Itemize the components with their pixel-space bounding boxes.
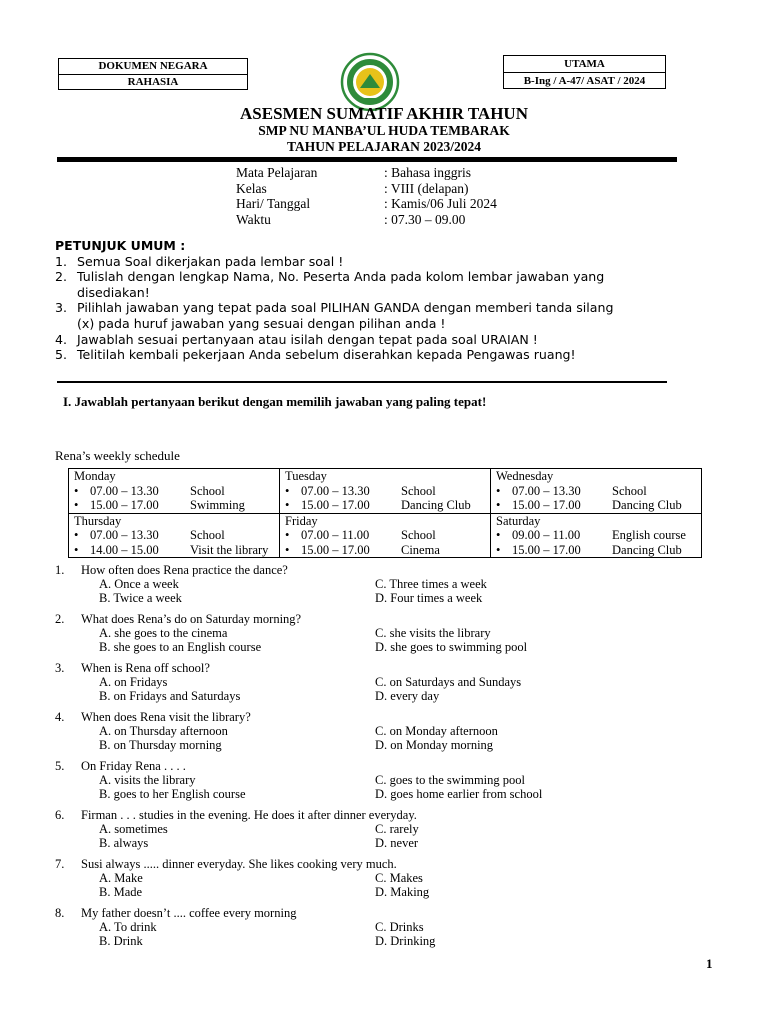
option-b[interactable]: B. Made — [99, 885, 143, 899]
question-number: 2. — [55, 612, 65, 626]
entry-time: 15.00 – 17.00 — [512, 498, 581, 512]
schedule-entry — [74, 498, 274, 513]
academic-year: TAHUN PELAJARAN 2023/2024 — [286, 139, 481, 154]
schedule-entry — [74, 484, 274, 499]
option-b[interactable]: B. she goes to an English course — [99, 640, 262, 654]
entry-time: 07.00 – 13.30 — [301, 483, 370, 498]
option-c[interactable]: C. on Monday afternoon — [375, 724, 498, 738]
section-divider — [57, 381, 667, 383]
bullet: • — [285, 483, 290, 498]
instruction-line: Semua Soal dikerjakan pada lembar soal ! — [77, 253, 344, 269]
schedule-cell-saturday — [491, 513, 702, 558]
schedule-entry — [74, 543, 274, 558]
instruction-number: 4. — [55, 331, 68, 347]
schedule-cell-wednesday — [491, 469, 702, 514]
question-text: What does Rena’s do on Saturday morning? — [81, 612, 302, 626]
info-row-subject — [236, 165, 497, 181]
question-number: 3. — [55, 661, 65, 675]
instruction-number: 1. — [55, 253, 68, 269]
question-number: 7. — [55, 857, 65, 871]
day-name: Thursday — [74, 513, 122, 528]
question-number: 4. — [55, 710, 65, 724]
question-item — [55, 759, 735, 801]
option-c[interactable]: C. rarely — [375, 822, 419, 836]
info-row-class — [236, 181, 497, 197]
option-b[interactable]: B. goes to her English course — [99, 787, 246, 801]
question-item — [55, 857, 735, 899]
option-c[interactable]: C. on Saturdays and Sundays — [375, 675, 522, 689]
entry-time: 07.00 – 11.00 — [301, 528, 370, 542]
exam-code: B-Ing / A-47/ ASAT / 2024 — [504, 72, 665, 89]
info-label: Hari/ Tanggal — [236, 196, 311, 211]
option-d[interactable]: D. goes home earlier from school — [375, 787, 543, 801]
option-a[interactable]: A. To drink — [99, 920, 157, 934]
option-b[interactable]: B. Drink — [99, 934, 143, 948]
option-a[interactable]: A. Once a week — [99, 577, 179, 591]
question-item — [55, 710, 735, 752]
question-item — [55, 661, 735, 703]
option-c[interactable]: C. she visits the library — [375, 626, 491, 640]
option-a[interactable]: A. Make — [99, 871, 143, 885]
entry-activity: Cinema — [401, 542, 440, 557]
instruction-line: disediakan! — [77, 284, 150, 300]
question-item — [55, 808, 735, 850]
entry-time: 15.00 – 17.00 — [512, 542, 581, 557]
question-item — [55, 612, 735, 654]
info-label: Mata Pelajaran — [236, 165, 318, 180]
school-name: SMP NU MANBA’UL HUDA TEMBARAK — [258, 123, 510, 138]
instruction-item — [55, 347, 720, 363]
schedule-entry — [496, 484, 696, 499]
instruction-line: Tulislah dengan lengkap Nama, No. Peserta Anda pada kolom lembar jawaban yang — [77, 269, 605, 285]
question-text: When does Rena visit the library? — [81, 710, 251, 724]
bullet: • — [74, 542, 79, 557]
info-value: : Bahasa inggris — [384, 165, 471, 180]
exam-code-box — [503, 55, 666, 89]
option-d[interactable]: D. Making — [375, 885, 430, 899]
entry-time: 07.00 – 13.30 — [90, 483, 159, 498]
bullet: • — [74, 528, 79, 542]
entry-time: 09.00 – 11.00 — [512, 528, 581, 542]
option-a[interactable]: A. sometimes — [99, 822, 168, 836]
schedule-entry — [285, 484, 485, 499]
instruction-item — [55, 332, 720, 348]
bullet: • — [74, 483, 79, 498]
option-c[interactable]: C. goes to the swimming pool — [375, 773, 525, 787]
bullet: • — [496, 542, 501, 557]
bullet: • — [496, 528, 501, 542]
entry-activity: Dancing Club — [612, 542, 682, 557]
option-c[interactable]: C. Three times a week — [375, 577, 487, 591]
exam-info — [236, 165, 497, 227]
entry-activity: Dancing Club — [401, 498, 471, 512]
entry-time: 07.00 – 13.30 — [512, 483, 581, 498]
classification-line-2: RAHASIA — [59, 74, 247, 90]
entry-activity: School — [190, 483, 225, 498]
option-a[interactable]: A. on Fridays — [99, 675, 168, 689]
option-a[interactable]: A. she goes to the cinema — [99, 626, 228, 640]
option-b[interactable]: B. on Fridays and Saturdays — [99, 689, 241, 703]
option-c[interactable]: C. Drinks — [375, 920, 424, 934]
schedule-cell-friday — [280, 513, 491, 558]
schedule-row — [69, 469, 702, 514]
schedule-entry — [285, 543, 485, 558]
day-name: Friday — [285, 513, 318, 528]
page-number: 1 — [706, 956, 713, 971]
instructions-heading: PETUNJUK UMUM : — [55, 238, 186, 253]
entry-activity: Visit the library — [190, 542, 269, 557]
question-number: 1. — [55, 563, 65, 577]
info-label: Waktu — [236, 211, 271, 227]
schedule-entry — [74, 528, 274, 543]
option-a[interactable]: A. on Thursday afternoon — [99, 724, 228, 738]
classification-line-1: DOKUMEN NEGARA — [98, 60, 208, 72]
bullet: • — [285, 498, 290, 512]
question-text: On Friday Rena . . . . — [81, 759, 186, 773]
instruction-item — [55, 254, 720, 270]
instruction-line: Telitilah kembali pekerjaan Anda sebelum diserahkan kepada Pengawas ruang! — [77, 347, 576, 363]
day-name: Saturday — [496, 513, 541, 528]
entry-activity: School — [190, 528, 225, 542]
weekly-schedule-table — [68, 468, 702, 558]
entry-activity: Swimming — [190, 498, 245, 512]
question-text: Firman . . . studies in the evening. He does it after dinner everyday. — [81, 808, 417, 822]
school-logo — [337, 52, 403, 112]
question-number: 5. — [55, 759, 65, 773]
day-name: Wednesday — [496, 469, 554, 483]
general-instructions — [55, 238, 720, 363]
instruction-item — [55, 300, 720, 331]
question-number: 6. — [55, 808, 65, 822]
option-d[interactable]: D. on Monday morning — [375, 738, 494, 752]
instruction-line: Jawablah sesuai pertanyaan atau isilah dengan tepat pada soal URAIAN ! — [77, 331, 538, 347]
day-name: Monday — [74, 469, 116, 483]
option-b[interactable]: B. on Thursday morning — [99, 738, 222, 752]
instruction-number: 3. — [55, 300, 68, 316]
info-row-date — [236, 196, 497, 212]
entry-activity: School — [401, 483, 436, 498]
instruction-line: (x) pada huruf jawaban yang sesuai dengan pilihan anda ! — [77, 315, 446, 331]
instruction-number: 2. — [55, 269, 68, 285]
entry-time: 07.00 – 13.30 — [90, 528, 159, 542]
schedule-cell-thursday — [69, 513, 280, 558]
option-d[interactable]: D. every day — [375, 689, 440, 703]
question-text: My father doesn’t .... coffee every morning — [81, 906, 297, 920]
instruction-line: Pilihlah jawaban yang tepat pada soal PILIHAN GANDA dengan memberi tanda silang — [77, 300, 614, 316]
question-text: How often does Rena practice the dance? — [81, 563, 288, 577]
classification-box — [58, 58, 248, 90]
option-d[interactable]: D. she goes to swimming pool — [375, 640, 528, 654]
bullet: • — [285, 528, 290, 542]
question-item — [55, 906, 735, 948]
option-d[interactable]: D. Drinking — [375, 934, 436, 948]
entry-activity: School — [612, 483, 647, 498]
question-number: 8. — [55, 906, 65, 920]
entry-activity: Dancing Club — [612, 498, 682, 512]
option-b[interactable]: B. always — [99, 836, 149, 850]
entry-activity: English course — [612, 528, 686, 542]
option-a[interactable]: A. visits the library — [99, 773, 196, 787]
info-label: Kelas — [236, 180, 267, 196]
option-d[interactable]: D. Four times a week — [375, 591, 483, 605]
instruction-number: 5. — [55, 347, 68, 363]
day-name: Tuesday — [285, 469, 327, 483]
question-item — [55, 563, 735, 605]
bullet: • — [496, 483, 501, 498]
exam-level: UTAMA — [564, 58, 605, 70]
schedule-entry — [285, 498, 485, 513]
info-row-time — [236, 212, 497, 228]
schedule-entry — [496, 528, 696, 543]
schedule-entry — [285, 528, 485, 543]
info-value: : 07.30 – 09.00 — [384, 211, 466, 227]
bullet: • — [496, 498, 501, 512]
question-text: When is Rena off school? — [81, 661, 210, 675]
bullet: • — [285, 542, 290, 557]
schedule-cell-tuesday — [280, 469, 491, 514]
question-list — [55, 563, 735, 955]
section-title: I. Jawablah pertanyaan berikut dengan memilih jawaban yang paling tepat! — [63, 394, 487, 409]
question-text: Susi always ..... dinner everyday. She likes cooking very much. — [81, 857, 397, 871]
option-c[interactable]: C. Makes — [375, 871, 423, 885]
info-value: : VIII (delapan) — [384, 180, 469, 196]
entry-time: 15.00 – 17.00 — [301, 542, 370, 557]
entry-time: 15.00 – 17.00 — [90, 498, 159, 512]
schedule-entry — [496, 498, 696, 513]
info-value: : Kamis/06 Juli 2024 — [384, 196, 497, 211]
schedule-row — [69, 513, 702, 558]
schedule-cell-monday — [69, 469, 280, 514]
instruction-item — [55, 269, 720, 300]
option-b[interactable]: B. Twice a week — [99, 591, 182, 605]
entry-time: 14.00 – 15.00 — [90, 542, 159, 557]
entry-activity: School — [401, 528, 436, 542]
exam-title: ASESMEN SUMATIF AKHIR TAHUN — [240, 104, 528, 123]
schedule-entry — [496, 543, 696, 558]
schedule-caption: Rena’s weekly schedule — [55, 448, 180, 463]
option-d[interactable]: D. never — [375, 836, 419, 850]
entry-time: 15.00 – 17.00 — [301, 498, 370, 512]
header-divider — [57, 157, 677, 162]
bullet: • — [74, 498, 79, 512]
